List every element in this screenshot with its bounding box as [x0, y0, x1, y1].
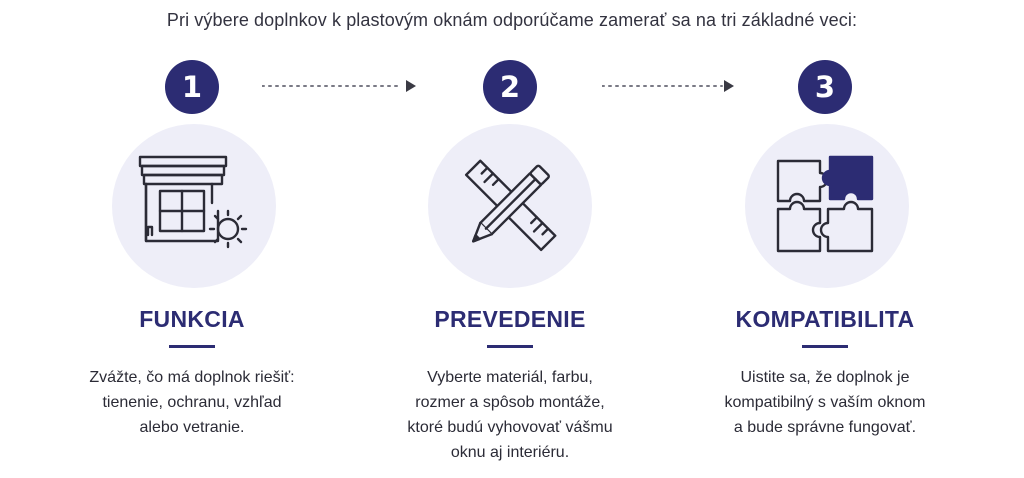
- step-number-badge: 2: [483, 60, 537, 114]
- title-underline: [487, 345, 533, 348]
- icon-halo: [428, 124, 592, 288]
- step-description: Vyberte materiál, farbu, rozmer a spôsob montáže, ktoré budú vyhovovať vášmu oknu aj interiéru.: [407, 369, 613, 461]
- window-blind-sun-icon: [134, 151, 254, 261]
- step-description: Uistite sa, že doplnok je kompatibilný s vaším oknom a bude správne fungovať.: [724, 369, 926, 436]
- title-underline: [169, 345, 215, 348]
- puzzle-icon: [772, 151, 882, 261]
- intro-text: Pri výbere doplnkov k plastovým oknám odporúčame zamerať sa na tri základné veci:: [166, 10, 858, 30]
- ruler-pencil-icon: [455, 151, 565, 261]
- step-title: FUNKCIA: [139, 306, 245, 332]
- step-number-badge: 1: [165, 60, 219, 114]
- step-title: PREVEDENIE: [434, 306, 586, 332]
- step-description: Zvážte, čo má doplnok riešiť: tienenie, ochranu, vzhľad alebo vetranie.: [89, 369, 295, 436]
- step-funkcia: [22, 0, 362, 478]
- icon-halo: [745, 124, 909, 288]
- step-kompatibilita: [655, 0, 995, 478]
- title-underline: [802, 345, 848, 348]
- icon-halo: [112, 124, 276, 288]
- step-title: KOMPATIBILITA: [735, 306, 915, 332]
- step-prevedenie: [340, 0, 680, 478]
- step-number-badge: 3: [798, 60, 852, 114]
